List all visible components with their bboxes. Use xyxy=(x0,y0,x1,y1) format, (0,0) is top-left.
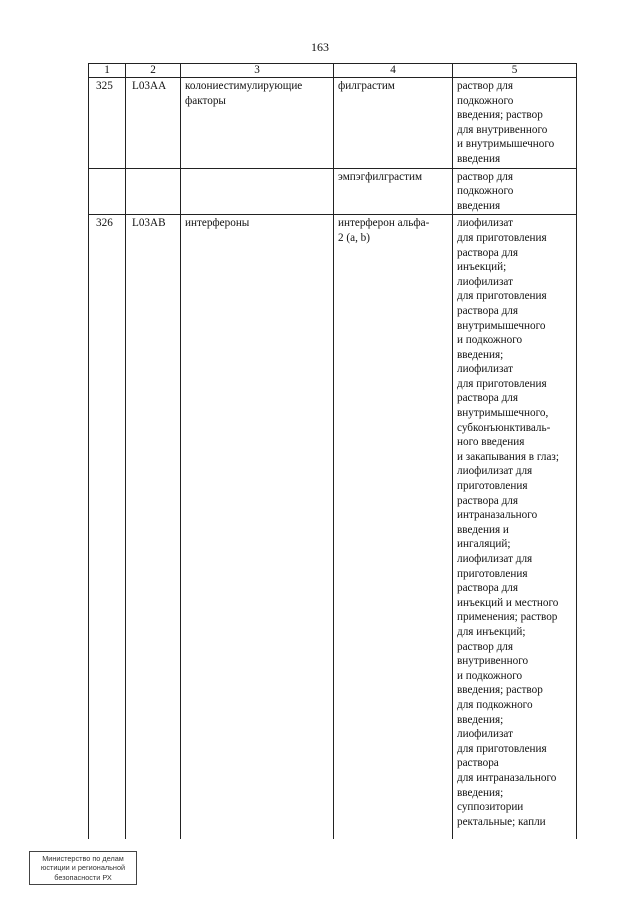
drug-table xyxy=(88,63,577,839)
stamp-line: юстиции и региональной xyxy=(40,863,126,873)
drug-name-cell: интерферон альфа- 2 (a, b) xyxy=(334,215,453,839)
column-header-4: 4 xyxy=(334,64,453,78)
table-row xyxy=(89,215,577,839)
column-header-3: 3 xyxy=(181,64,334,78)
drug-group-cell: колониестимулирующие факторы xyxy=(181,78,334,169)
ministry-stamp xyxy=(29,851,137,885)
dosage-form-cell: лиофилизат для приготовления раствора для инъекций; лиофилизат для приготовления раствора для внутримышечного и подкожного введения; лиофилизат для приготовления раствора для внутримышечного, субконъюнктиваль- ного введения и закапывания в глаз; лиофилизат для приготовления раствора для интраназального введения и ингаляций; лиофилизат для приготовления раствора для инъекций и местного применения; раствор для инъекций; раствор для внутривенного и подкожного введения; раствор для подкожного введения; лиофилизат для приготовления раствора для интраназального введения; суппозитории ректальные; капли xyxy=(453,215,577,839)
drug-name-cell: эмпэгфилграстим xyxy=(334,168,453,215)
dosage-form-cell: раствор для подкожного введения; раствор для внутривенного и внутримышечного введения xyxy=(453,78,577,169)
page-number: 163 xyxy=(311,40,329,54)
drug-name-cell: филграстим xyxy=(334,78,453,169)
atc-code-cell: L03AA xyxy=(126,78,181,169)
table-header-row xyxy=(89,64,577,78)
drug-group-cell xyxy=(181,168,334,215)
row-number-cell xyxy=(89,168,126,215)
table-row xyxy=(89,78,577,169)
atc-code-cell: L03AB xyxy=(126,215,181,839)
table-row xyxy=(89,168,577,215)
drug-group-cell: интерфероны xyxy=(181,215,334,839)
column-header-2: 2 xyxy=(126,64,181,78)
stamp-line: Министерство по делам xyxy=(42,854,124,863)
column-header-5: 5 xyxy=(453,64,577,78)
row-number-cell: 326 xyxy=(89,215,126,839)
atc-code-cell xyxy=(126,168,181,215)
row-number-cell: 325 xyxy=(89,78,126,169)
dosage-form-cell: раствор для подкожного введения xyxy=(453,168,577,215)
column-header-1: 1 xyxy=(89,64,126,78)
stamp-line: безопасности РХ xyxy=(54,872,112,882)
